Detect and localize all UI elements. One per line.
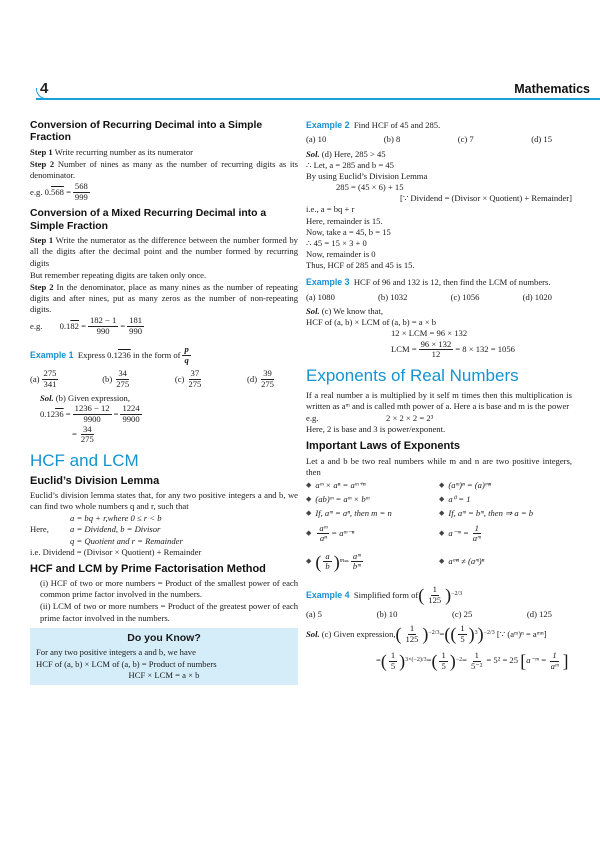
law-item: ◆ (ab)ᵐ = aᵐ × bᵐ: [306, 494, 370, 505]
do-you-know-box: [30, 628, 298, 685]
fraction: [323, 552, 331, 573]
prime-rule-lcm: (ii) LCM of two or more numbers = Product of the greatest power of each prime factor involved in the numbers.: [40, 601, 298, 623]
recurring-step1: Step 1 Write recurring number as its numerator: [30, 146, 193, 157]
option-b: (b) 10: [376, 608, 398, 619]
prime-rule-hcf: (i) HCF of two or more numbers = Product of the smallest power of each common prime factor involved in the numbers.: [40, 578, 298, 600]
fraction: $\frac{568}{999}$: [74, 181, 88, 203]
denominator: 125: [405, 633, 419, 644]
example3-question: Example 3 HCF of 96 and 132 is 12, then find the LCM of numbers.: [306, 277, 551, 288]
example1-working: 0.12 36 = $\frac{1236 - 12}{9900}$ = $\frac{1224}{9900}$: [40, 402, 140, 424]
fraction: [351, 552, 363, 573]
paren: ]: [562, 651, 569, 671]
euclid-equation: a = bq + r,where 0 ≤ r < b: [70, 513, 162, 524]
numerator: 1: [552, 649, 557, 660]
law-item: ◆ (aᵐ)ⁿ = (a)ᵐⁿ: [439, 480, 492, 491]
bullet-icon: ◆: [306, 529, 312, 538]
denominator: aⁿ: [319, 533, 327, 544]
example4-question: Example 4 Simplified form of ( $\frac{1}{125}$ ) −2/3: [306, 583, 463, 606]
option-a: (a) 1080: [306, 291, 335, 302]
example4-working: = ( $\frac{1}{5}$ ) 3×(−2)/3 = ( $\frac{1}{5}$ ) −2 = $\frac{1}{\text{5⁻²}}$ = 5² = 25 [ a⁻ᵐ = $\frac{1}{\text{aᵐ}}$ ]: [376, 649, 569, 671]
example2-line: By using Euclid’s Division Lemma: [306, 170, 428, 181]
bullet-icon: ◆: [439, 557, 445, 566]
option-b: (b) 1032: [378, 291, 408, 302]
example1-options: [30, 369, 298, 390]
example3-solution: Sol. (c) We know that,: [306, 306, 383, 317]
do-you-know-line: For any two positive integers a and b, we have: [36, 647, 196, 658]
paren: ): [477, 624, 484, 645]
laws-intro: Let a and b be two real numbers while m and n are two positive integers, then: [306, 455, 572, 477]
fraction: $\frac{39}{275}$: [261, 367, 274, 389]
exponents-heading: Exponents of Real Numbers: [306, 366, 519, 386]
example2-line: Now, take a = 45, b = 15: [306, 226, 391, 237]
euclid-definitions-2: q = Quotient and r = Remainder: [70, 535, 183, 546]
example2-line: [∵ Dividend = (Divisor × Quotient) + Remainder]: [399, 193, 572, 204]
paren: (: [395, 624, 402, 645]
denominator: aᵐ: [550, 660, 559, 671]
numerator: 1: [390, 649, 396, 660]
option-c: (c) 1056: [450, 291, 480, 302]
example1-solution: Sol. (b) Given expression,: [40, 392, 131, 403]
option-d: (d) 1020: [522, 291, 552, 302]
denominator: aᵐ: [472, 533, 481, 544]
fraction: [389, 651, 397, 672]
euclid-summary: i.e. Dividend = (Divisor × Quotient) + Remainder: [30, 546, 202, 557]
fraction: [458, 624, 466, 645]
fraction: [317, 524, 329, 545]
paren: (: [418, 585, 425, 606]
law-item: ◆ ( $\frac{a}{b}$ ) m = $\frac{\text{aᵐ}}{\text{bᵐ}}$: [306, 550, 361, 572]
example1-question: Example 1 Express 0.1 236 in the form of $\frac{p}{q}$: [30, 344, 189, 366]
example4-options: [306, 609, 572, 620]
option-c: (c) 7: [457, 134, 474, 145]
mixed-note: But remember repeating digits are taken only once.: [30, 269, 207, 280]
recurring-step2: Step 2 Number of nines as many as the number of recurring digits as its denominator.: [30, 159, 299, 181]
example3-line: 12 × LCM = 96 × 132: [391, 328, 468, 339]
fraction: $\frac{182 - 1}{990}$: [89, 315, 117, 337]
bullet-icon: ◆: [306, 495, 312, 504]
example2-options: [306, 134, 572, 145]
paren: ): [445, 585, 452, 606]
bullet-icon: ◆: [439, 481, 445, 490]
fraction: [549, 651, 561, 672]
law-item: ◆ a⁻ᵐ = $\frac{1}{\text{aᵐ}}$: [439, 522, 481, 544]
exponent: 3×(−2)/3: [405, 657, 427, 664]
fraction: $\frac{275}{341}$: [43, 367, 57, 389]
prime-factorisation-heading: HCF and LCM by Prime Factorisation Method: [30, 562, 266, 575]
paren: (: [431, 651, 438, 671]
fraction: $\frac{181}{990}$: [129, 315, 143, 337]
example2-line: Now, remainder is 0: [306, 249, 376, 260]
fraction: $\frac{34}{275}$: [80, 423, 94, 445]
option-d: (d) $\frac{39}{275}$: [247, 367, 274, 389]
numerator: 1: [474, 522, 479, 533]
mixed-step2: Step 2 In the denominator, place as many nines as the number of repeating digits and after nines, put as many zeros as the number of non-repeating digits.: [30, 281, 298, 315]
denominator: 5: [460, 633, 465, 644]
exponent: −2/3: [483, 630, 495, 637]
law-item: ◆ aᵐⁿ ≠ (aᵐ)ⁿ: [439, 556, 485, 567]
right-column: [306, 120, 572, 671]
denominator: 5: [441, 660, 446, 671]
example2-line: ∴ 45 = 15 × 3 + 0: [306, 237, 367, 248]
option-d: (d) 15: [531, 134, 552, 145]
option-b: (b) $\frac{34}{275}$: [102, 367, 130, 389]
example3-result: LCM = $\frac{96 \times 132}{12}$ = 8 × 132 = 1056: [391, 338, 515, 360]
mixed-title: Conversion of a Mixed Recurring Decimal into a Simple Fraction: [30, 208, 267, 232]
numerator: 1: [409, 622, 415, 633]
euclid-text: Euclid’s division lemma states that, for any two positive integers a and b, we can find two whole numbers q and r, such that: [30, 489, 298, 512]
numerator: 1: [441, 649, 446, 660]
fraction: [439, 651, 447, 672]
bullet-icon: ◆: [306, 481, 312, 490]
example2-line: 285 = (45 × 6) + 15: [336, 182, 404, 193]
example2-line: ∴ Let, a = 285 and b = 45: [306, 159, 394, 170]
exponents-text: If a real number a is multiplied by it self m times then this multiplication is written as aᵐ and is called mth power of a. Here a is base and m is the power: [306, 389, 572, 411]
fraction: [469, 651, 484, 672]
example1-result: = $\frac{34}{275}$: [72, 423, 94, 445]
exponent: −2/3: [428, 630, 440, 637]
example4-solution: Sol. (c) Given expression, ( $\frac{1}{125}$ ) −2/3 = (( $\frac{1}{5}$ ) 3 ) −2/3 [∵ (aᵐ)ⁿ = aᵐⁿ]: [306, 622, 547, 645]
option-a: (a) $\frac{275}{341}$: [30, 367, 57, 389]
example2-solution: Sol. (d) Here, 285 > 45: [306, 148, 386, 159]
header-rule: [36, 98, 600, 100]
denominator: b: [325, 561, 330, 572]
option-d: (d) 125: [526, 608, 552, 619]
paren: ((: [444, 624, 457, 645]
numerator: aᵐ: [319, 522, 328, 533]
recurring-title: Conversion of Recurring Decimal into a Simple Fraction: [30, 120, 263, 144]
paren: ): [449, 651, 456, 671]
laws-heading: Important Laws of Exponents: [306, 440, 461, 453]
denominator: 5⁻²: [471, 660, 483, 671]
option-a: (a) 5: [306, 608, 322, 619]
option-c: (c) $\frac{37}{275}$: [174, 367, 202, 389]
example2-question: Example 2 Find HCF of 45 and 285.: [306, 120, 441, 130]
mixed-step1: Step 1 Write the numerator as the difference between the number formed by all the digits after the decimal point and the number formed by recurring digits: [30, 235, 298, 268]
example2-line: Thus, HCF of 285 and 45 is 15.: [306, 260, 415, 271]
numerator: aᵐ: [352, 550, 361, 561]
fraction: [404, 624, 421, 645]
law-item: ◆ aᵐ × aⁿ = aᵐ⁺ⁿ: [306, 480, 366, 491]
subject-title: Mathematics: [514, 82, 590, 96]
left-column: [30, 120, 298, 685]
fraction: [426, 585, 443, 606]
euclid-definitions: Here, a = Dividend, b = Divisor: [30, 524, 161, 535]
law-item: ◆ a⁰ = 1: [439, 494, 471, 505]
paren: ): [468, 624, 475, 645]
option-a: (a) 10: [306, 134, 327, 145]
numerator: 1: [460, 622, 465, 633]
bullet-icon: ◆: [306, 509, 312, 518]
paren: ): [399, 651, 406, 671]
paren: [: [520, 651, 527, 671]
numerator: a: [325, 550, 330, 561]
exponent: m: [339, 558, 345, 565]
denominator: 125: [428, 594, 442, 605]
bullet-icon: ◆: [439, 509, 445, 518]
exponent: 3: [474, 630, 478, 637]
law-item: ◆ If, aᵐ = bᵐ, then ⇒ a = b: [439, 508, 534, 519]
denominator: 5: [390, 660, 396, 671]
fraction: $\frac{1236 - 12}{9900}$: [74, 402, 110, 424]
fraction: $\frac{96 \times 132}{12}$: [420, 338, 452, 360]
mixed-example: e.g. 0.1 82 = $\frac{182 - 1}{990}$ = $\frac{181}{990}$: [30, 315, 143, 337]
numerator: 1: [474, 649, 479, 660]
fraction: $\frac{34}{275}$: [116, 367, 130, 389]
example3-line: HCF of (a, b) × LCM of (a, b) = a × b: [306, 317, 437, 328]
option-c: (c) 25: [452, 608, 473, 619]
paren: (: [380, 651, 387, 671]
fraction: $\frac{1224}{9900}$: [122, 402, 140, 424]
laws-list: [306, 479, 572, 577]
paren: ): [422, 624, 429, 645]
numerator: 1: [432, 583, 437, 594]
exponent: −2/3: [451, 591, 463, 598]
do-you-know-formula: HCF × LCM = a × b: [128, 669, 200, 680]
exponents-note: Here, 2 is base and 3 is power/exponent.: [306, 424, 446, 435]
hcf-lcm-heading: HCF and LCM: [30, 451, 139, 471]
bullet-icon: ◆: [439, 495, 445, 504]
euclid-heading: Euclid’s Division Lemma: [30, 474, 160, 487]
bullet-icon: ◆: [306, 557, 312, 566]
fraction: $\frac{p}{q}$: [184, 344, 189, 366]
fraction: [471, 524, 483, 545]
exponent: −2: [455, 657, 463, 664]
denominator: bᵐ: [352, 561, 361, 572]
do-you-know-title: Do you Know?: [127, 631, 201, 644]
paren: (: [315, 551, 322, 572]
do-you-know-line: HCF of (a, b) × LCM of (a, b) = Product of numbers: [36, 658, 217, 669]
fraction: $\frac{37}{275}$: [188, 367, 202, 389]
example3-options: [306, 292, 572, 303]
option-b: (b) 8: [383, 134, 401, 145]
law-item: ◆ $\frac{\text{aᵐ}}{\text{aⁿ}}$ = aᵐ⁻ⁿ: [306, 522, 355, 544]
exponents-example: e.g. 2 × 2 × 2 = 2³: [306, 413, 434, 424]
page-number: 4: [40, 80, 49, 97]
example2-line: i.e., a = bq + r: [306, 204, 355, 215]
recurring-example: e.g. 0. 568 = $\frac{568}{999}$: [30, 181, 88, 203]
paren: ): [333, 551, 340, 572]
law-item: ◆ If, aᵐ = aⁿ, then m = n: [306, 508, 392, 519]
example2-line: Here, remainder is 15.: [306, 215, 383, 226]
bullet-icon: ◆: [439, 529, 445, 538]
